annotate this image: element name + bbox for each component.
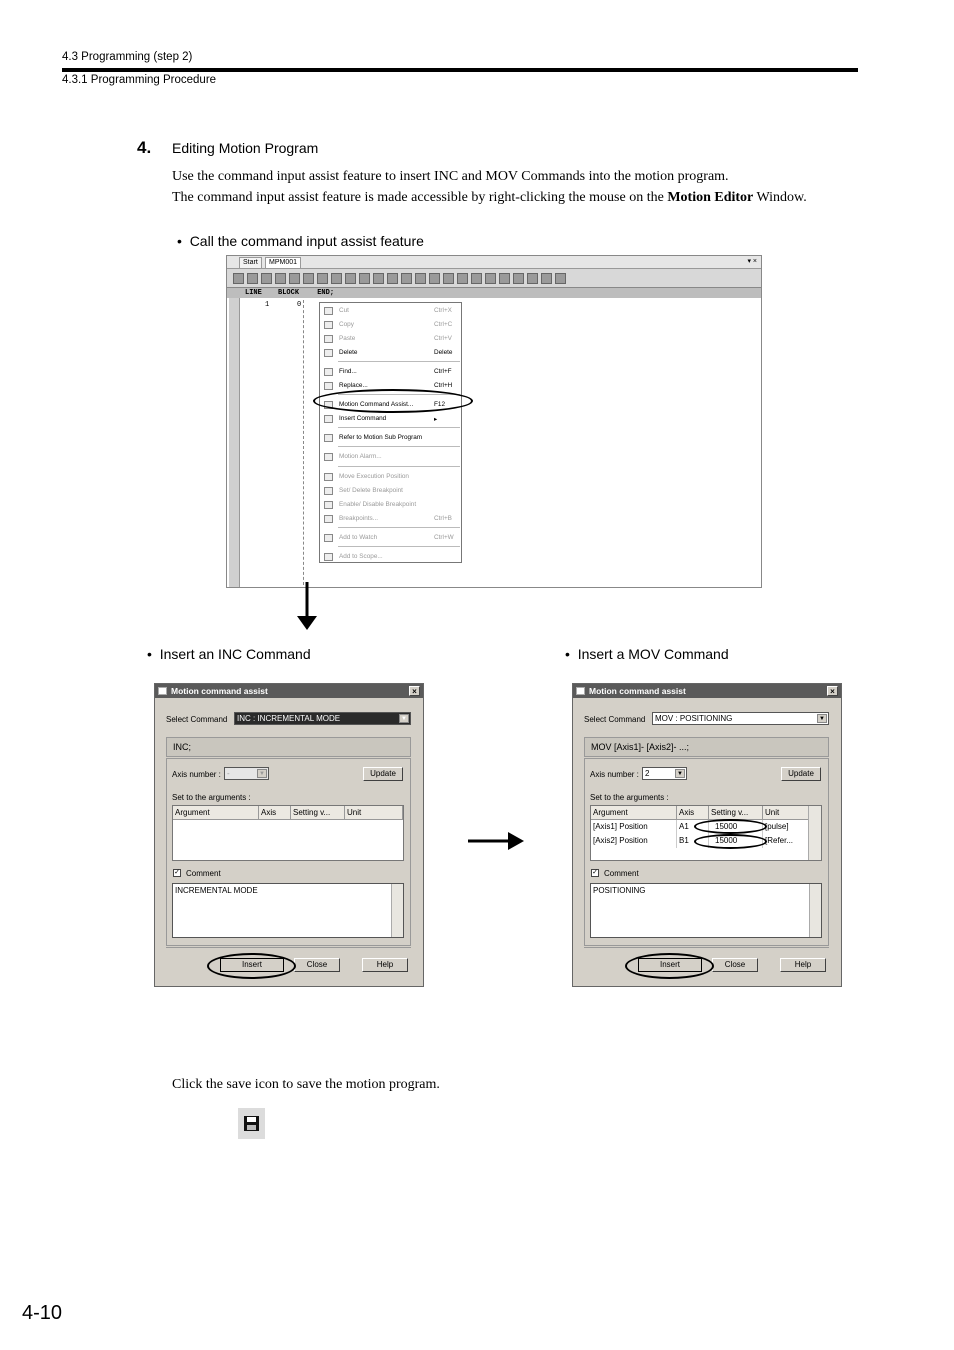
menu-item-label: Find... (339, 368, 357, 375)
row-line-number: 1 (265, 301, 270, 309)
comment-text: POSITIONING (593, 886, 646, 895)
menu-item-shortcut: Delete (434, 349, 453, 356)
menu-item-label: Replace... (339, 382, 368, 389)
command-syntax: MOV [Axis1]- [Axis2]- ...; (591, 742, 690, 752)
bullet-inc-text: Insert an INC Command (159, 646, 311, 662)
scrollbar[interactable] (808, 806, 821, 860)
col-block: BLOCK (278, 289, 300, 297)
comment-label: Comment (186, 869, 221, 878)
comment-textarea[interactable] (172, 883, 404, 938)
menu-item-icon (324, 349, 333, 357)
toolbar-icon[interactable] (233, 273, 244, 284)
menu-item-icon (324, 335, 333, 343)
toolbar-icon[interactable] (359, 273, 370, 284)
select-command-label: Select Command (584, 715, 646, 724)
args-label: Set to the arguments : (172, 793, 251, 802)
block-divider (303, 300, 304, 588)
scrollbar[interactable] (391, 884, 403, 937)
menu-item-icon (324, 487, 333, 495)
menu-item-icon (324, 415, 333, 423)
intro-line-1: Use the command input assist feature to insert INC and MOV Commands into the motion program. (172, 169, 729, 184)
axis-number-select[interactable] (642, 767, 687, 780)
menu-item-icon (324, 501, 333, 509)
toolbar-icon[interactable] (485, 273, 496, 284)
menu-item-shortcut: ▸ (434, 416, 438, 423)
menu-item-icon (324, 368, 333, 376)
intro-text-end: Window. (753, 190, 807, 205)
highlight-oval-insert (625, 953, 714, 979)
menu-item-icon (324, 534, 333, 542)
args-label: Set to the arguments : (590, 793, 669, 802)
toolbar-icon[interactable] (415, 273, 426, 284)
step-number: 4. (137, 138, 152, 157)
table-header (591, 806, 821, 820)
bullet-dot: • (177, 233, 182, 249)
menu-item-shortcut: Ctrl+W (434, 534, 454, 541)
dialog-title: Motion command assist (171, 686, 268, 696)
col-line: LINE (245, 289, 262, 297)
menu-item-shortcut: Ctrl+B (434, 515, 452, 522)
toolbar-icon[interactable] (373, 273, 384, 284)
app-icon (576, 687, 585, 695)
menu-item[interactable] (320, 513, 461, 526)
column-header (227, 288, 761, 298)
bullet-mov-text: Insert a MOV Command (577, 646, 729, 662)
arguments-table[interactable] (172, 805, 404, 861)
tab-mpm001[interactable]: MPM001 (265, 257, 301, 268)
cell-argument: [Axis2] Position (591, 834, 677, 848)
axis-number-value: - (227, 769, 230, 778)
toolbar-icon[interactable] (527, 273, 538, 284)
close-icon[interactable]: × (409, 686, 420, 696)
menu-item-shortcut: Ctrl+X (434, 307, 452, 314)
menu-item-icon (324, 473, 333, 481)
menu-item-icon (324, 307, 333, 315)
help-button[interactable]: Help (780, 958, 826, 972)
comment-label: Comment (604, 869, 639, 878)
step-title: Editing Motion Program (172, 140, 319, 156)
toolbar-icon[interactable] (541, 273, 552, 284)
highlight-oval-insert (207, 953, 296, 979)
close-button[interactable]: Close (712, 958, 758, 972)
menu-item[interactable] (320, 551, 461, 564)
bullet-inc (147, 646, 311, 662)
cell-unit: [Refer... (763, 834, 809, 848)
floppy-disk-icon (238, 1108, 265, 1139)
select-command-dropdown[interactable] (652, 712, 829, 725)
save-icon[interactable] (238, 1108, 265, 1139)
highlight-oval-menu (313, 389, 473, 413)
header-axis: Axis (677, 806, 709, 820)
menu-item-label: Cut (339, 307, 349, 314)
chevron-down-icon[interactable]: ▼ (817, 714, 827, 723)
toolbar-icon[interactable] (331, 273, 342, 284)
menu-item-label: Move Execution Position (339, 473, 409, 480)
dialog-title-bar (573, 684, 841, 698)
toolbar-icon[interactable] (443, 273, 454, 284)
menu-item-label: Delete (339, 349, 358, 356)
toolbar-icon[interactable] (429, 273, 440, 284)
select-command-dropdown[interactable] (234, 712, 411, 725)
axis-number-label: Axis number : (172, 770, 221, 779)
dialog-title-bar (155, 684, 423, 698)
menu-item-icon (324, 382, 333, 390)
toolbar-icon[interactable] (555, 273, 566, 284)
select-command-label: Select Command (166, 715, 228, 724)
comment-text: INCREMENTAL MODE (175, 886, 258, 895)
intro-text: The command input assist feature is made accessible by right-clicking the mouse on the (172, 190, 668, 205)
bullet-dot: • (565, 646, 570, 662)
toolbar-icon[interactable] (345, 273, 356, 284)
menu-item-shortcut: F12 (434, 401, 446, 408)
cell-argument: [Axis1] Position (591, 820, 677, 834)
header-unit: Unit (763, 806, 809, 820)
toolbar-icon[interactable] (275, 273, 286, 284)
menu-item-shortcut: Ctrl+F (434, 368, 452, 375)
menu-item-shortcut: Ctrl+H (434, 382, 453, 389)
menu-item-label: Insert Command (339, 415, 387, 422)
select-command-value: INC : INCREMENTAL MODE (237, 714, 341, 723)
bullet-call (177, 233, 424, 249)
toolbar-icon[interactable] (401, 273, 412, 284)
menu-item[interactable] (320, 347, 461, 360)
menu-item-label: Motion Command Assist... (339, 401, 414, 408)
editor-gutter (229, 298, 240, 588)
chevron-down-icon[interactable]: ▼ (257, 769, 267, 778)
select-command-value: MOV : POSITIONING (655, 714, 733, 723)
menu-item-label: Add to Watch (339, 534, 378, 541)
toolbar-icon[interactable] (387, 273, 398, 284)
menu-item[interactable] (320, 366, 461, 379)
menu-item-label: Refer to Motion Sub Program (339, 434, 423, 441)
syntax-panel (166, 737, 411, 757)
comment-textarea[interactable] (590, 883, 822, 938)
insert-button[interactable]: Insert (220, 958, 284, 972)
toolbar-icon[interactable] (303, 273, 314, 284)
menu-item-icon (324, 453, 333, 461)
scrollbar[interactable] (809, 884, 821, 937)
axis-number-value: 2 (645, 769, 650, 778)
comment-checkbox[interactable]: ✓ (174, 869, 180, 876)
comment-checkbox[interactable]: ✓ (592, 869, 598, 876)
arguments-table[interactable] (590, 805, 822, 861)
header-argument: Argument (173, 806, 259, 820)
dialog-title: Motion command assist (589, 686, 686, 696)
header-rule (62, 68, 858, 72)
menu-item[interactable] (320, 471, 461, 484)
menu-item-label: Add to Scope... (339, 553, 383, 560)
axis-number-label: Axis number : (590, 770, 639, 779)
bullet-call-text: Call the command input assist feature (189, 233, 424, 249)
update-button[interactable]: Update (363, 767, 403, 781)
toolbar-icon[interactable] (471, 273, 482, 284)
toolbar-icon[interactable] (513, 273, 524, 284)
menu-item-label: Enable/ Disable Breakpoint (339, 501, 417, 508)
menu-separator (338, 427, 460, 428)
syntax-panel (584, 737, 829, 757)
close-icon[interactable]: × (827, 686, 838, 696)
menu-item-icon (324, 553, 333, 561)
bullet-mov (565, 646, 729, 662)
divider (166, 947, 411, 948)
highlight-oval-value-1 (694, 819, 767, 834)
cell-setting-value[interactable]: 15000 (709, 820, 763, 834)
insert-button[interactable]: Insert (638, 958, 702, 972)
header-setting: Setting v... (291, 806, 345, 820)
toolbar-icon[interactable] (457, 273, 468, 284)
menu-item-icon (324, 434, 333, 442)
header-unit: Unit (345, 806, 403, 820)
toolbar-icon[interactable] (499, 273, 510, 284)
close-button[interactable]: Close (294, 958, 340, 972)
toolbar-icon[interactable] (317, 273, 328, 284)
right-arrow-icon (468, 830, 526, 852)
chevron-down-icon[interactable]: ▼ (675, 769, 685, 778)
menu-item[interactable] (320, 432, 461, 445)
menu-item[interactable] (320, 319, 461, 332)
down-arrow-icon (296, 582, 318, 632)
menu-item-shortcut: Ctrl+V (434, 335, 452, 342)
update-button[interactable]: Update (781, 767, 821, 781)
menu-item[interactable] (320, 305, 461, 318)
motion-editor-window (226, 255, 762, 588)
editor-toolbar (227, 269, 761, 288)
menu-separator (338, 466, 460, 467)
menu-item[interactable] (320, 532, 461, 545)
chevron-down-icon[interactable]: ▼ (399, 714, 409, 723)
toolbar-icon[interactable] (247, 273, 258, 284)
motion-editor-term: Motion Editor (667, 190, 754, 205)
menu-item-icon (324, 515, 333, 523)
subsection-header: 4.3.1 Programming Procedure (62, 74, 217, 86)
intro-line-2 (172, 190, 807, 206)
menu-item-label: Set/ Delete Breakpoint (339, 487, 403, 494)
row-block-number: 0 (297, 301, 302, 309)
save-instruction: Click the save icon to save the motion program. (172, 1077, 440, 1092)
editor-tab-strip (227, 256, 761, 269)
cell-unit: [pulse] (763, 820, 809, 834)
context-menu (319, 302, 462, 563)
inc-dialog (154, 683, 424, 987)
command-syntax: INC; (173, 742, 191, 752)
menu-item-label: Paste (339, 335, 356, 342)
highlight-oval-value-2 (694, 834, 767, 849)
menu-item-label: Breakpoints... (339, 515, 379, 522)
cell-axis: B1 (677, 834, 709, 848)
menu-separator (338, 527, 460, 528)
window-controls[interactable]: ▾ × (747, 258, 757, 265)
menu-item[interactable] (320, 333, 461, 346)
menu-separator (338, 361, 460, 362)
cell-axis: A1 (677, 820, 709, 834)
menu-item[interactable] (320, 451, 461, 464)
menu-item-label: Copy (339, 321, 354, 328)
page-number: 4-10 (22, 1302, 63, 1324)
menu-item-shortcut: Ctrl+C (434, 321, 453, 328)
menu-item[interactable] (320, 499, 461, 512)
header-setting: Setting v... (709, 806, 763, 820)
help-button[interactable]: Help (362, 958, 408, 972)
header-axis: Axis (259, 806, 291, 820)
section-header: 4.3 Programming (step 2) (62, 51, 193, 63)
bullet-dot: • (147, 646, 152, 662)
col-code: END; (317, 289, 335, 297)
cell-setting-value[interactable]: 15000 (709, 834, 763, 848)
menu-separator (338, 546, 460, 547)
menu-item-icon (324, 321, 333, 329)
toolbar-icon[interactable] (289, 273, 300, 284)
axis-number-select[interactable] (224, 767, 269, 780)
menu-item[interactable] (320, 485, 461, 498)
toolbar-icon[interactable] (261, 273, 272, 284)
menu-item[interactable] (320, 413, 461, 426)
menu-item-label: Motion Alarm... (339, 453, 382, 460)
divider (584, 947, 829, 948)
menu-separator (338, 446, 460, 447)
table-header (173, 806, 403, 820)
header-argument: Argument (591, 806, 677, 820)
app-icon (158, 687, 167, 695)
tab-start[interactable]: Start (239, 257, 262, 268)
